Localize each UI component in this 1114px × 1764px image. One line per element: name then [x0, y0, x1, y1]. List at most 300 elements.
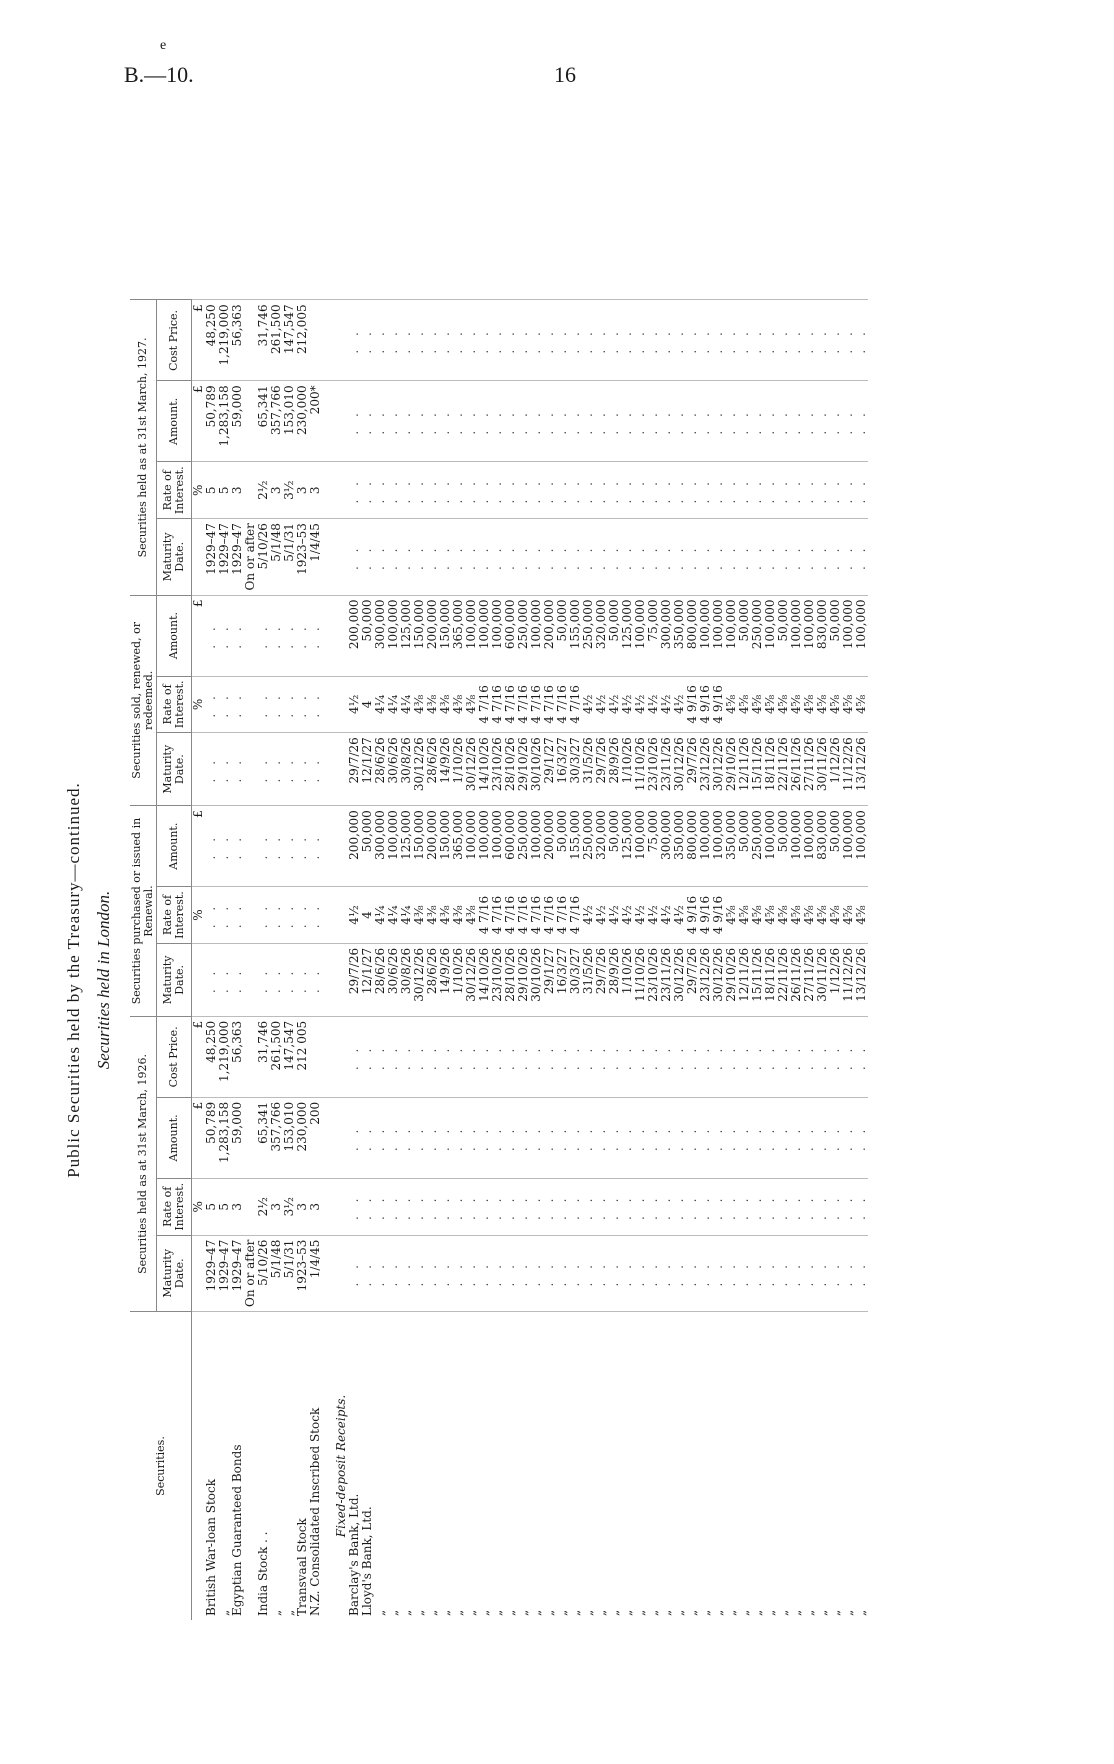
- dots: . .: [582, 519, 595, 595]
- dots: . .: [595, 381, 608, 462]
- purchased-amount: 50,000: [738, 806, 751, 887]
- maturity-1926: 5/1/48: [270, 1235, 283, 1311]
- dots: . .: [634, 462, 647, 519]
- dots: . .: [569, 381, 582, 462]
- cell: [322, 1016, 335, 1097]
- bank-name: „: [777, 1312, 790, 1621]
- dots: . .: [608, 1097, 621, 1178]
- security-name: N.Z. Consolidated Inscribed Stock: [309, 1312, 322, 1621]
- cost-1927: 31,746: [257, 300, 270, 381]
- page-number: 16: [554, 62, 576, 87]
- dots: . .: [829, 1016, 842, 1097]
- purchased-amount: 350,000: [673, 806, 686, 887]
- sold-maturity: 29/1/27: [543, 733, 556, 806]
- unit-pound: £: [192, 1016, 206, 1097]
- dots: . .: [478, 381, 491, 462]
- amount-1927: 153,010: [283, 381, 296, 462]
- cell: [192, 519, 206, 595]
- sold-amount: 250,000: [751, 595, 764, 676]
- dots: . .: [478, 1016, 491, 1097]
- dots: . .: [634, 519, 647, 595]
- rate-1926: 3: [231, 1178, 244, 1235]
- dots: . .: [569, 1235, 582, 1311]
- sold-maturity: 29/10/26: [517, 733, 530, 806]
- sold-rate: 4⅝: [764, 676, 777, 733]
- bank-name: „: [465, 1312, 478, 1621]
- dots: . .: [309, 676, 322, 733]
- dots: . .: [413, 300, 426, 381]
- dots: . .: [452, 462, 465, 519]
- dots: . .: [686, 300, 699, 381]
- dots: . .: [660, 1016, 673, 1097]
- dots: . .: [426, 1016, 439, 1097]
- col-cost: Cost Price.: [157, 300, 192, 381]
- rate-1927: 3½: [283, 462, 296, 519]
- dots: . .: [504, 381, 517, 462]
- purchased-amount: 100,000: [855, 806, 868, 887]
- purchased-amount: 150,000: [413, 806, 426, 887]
- dots: . .: [764, 462, 777, 519]
- dots: . .: [465, 462, 478, 519]
- purchased-amount: 350,000: [725, 806, 738, 887]
- dots: . .: [582, 1235, 595, 1311]
- dots: . .: [543, 1178, 556, 1235]
- dots: . .: [673, 1235, 686, 1311]
- sold-rate: 4⅝: [855, 676, 868, 733]
- bank-name: Barclay's Bank, Ltd.: [348, 1312, 361, 1621]
- purchased-amount: 365,000: [452, 806, 465, 887]
- sold-rate: 4⅝: [803, 676, 816, 733]
- dots: . .: [283, 943, 296, 1016]
- dots: . .: [751, 1016, 764, 1097]
- dots: . .: [426, 519, 439, 595]
- maturity-1927: 1929–47: [231, 519, 244, 595]
- purchased-rate: 4⅝: [803, 887, 816, 944]
- bank-name: „: [400, 1312, 413, 1621]
- dots: . .: [686, 1097, 699, 1178]
- dots: . .: [816, 1235, 829, 1311]
- dots: . .: [829, 1178, 842, 1235]
- dots: . .: [569, 1016, 582, 1097]
- bank-name: „: [387, 1312, 400, 1621]
- sold-amount: 100,000: [387, 595, 400, 676]
- bank-name: „: [699, 1312, 712, 1621]
- purchased-amount: 100,000: [803, 806, 816, 887]
- dots: . .: [673, 519, 686, 595]
- dots: . .: [608, 1178, 621, 1235]
- security-name: Transvaal Stock: [296, 1312, 309, 1621]
- purchased-maturity: 23/11/26: [660, 943, 673, 1016]
- purchased-maturity: 30/12/26: [413, 943, 426, 1016]
- dots: . .: [738, 519, 751, 595]
- dots: . .: [387, 300, 400, 381]
- sold-rate: 4 7/16: [556, 676, 569, 733]
- sold-amount: 155,000: [569, 595, 582, 676]
- dots: . .: [283, 595, 296, 676]
- dots: . .: [816, 1178, 829, 1235]
- dots: . .: [738, 1178, 751, 1235]
- purchased-maturity: 30/8/26: [400, 943, 413, 1016]
- cost-1926: 1,219,000: [218, 1016, 231, 1097]
- sold-maturity: 29/7/26: [348, 733, 361, 806]
- maturity-1927: 1929–47: [205, 519, 218, 595]
- purchased-maturity: 30/12/26: [465, 943, 478, 1016]
- dots: . .: [816, 300, 829, 381]
- sold-rate: 4½: [634, 676, 647, 733]
- col-rate: Rate of Interest.: [157, 462, 192, 519]
- dots: . .: [803, 1016, 816, 1097]
- dots: . .: [699, 462, 712, 519]
- dots: . .: [803, 300, 816, 381]
- dots: . .: [452, 381, 465, 462]
- sold-amount: 125,000: [400, 595, 413, 676]
- sold-amount: 365,000: [452, 595, 465, 676]
- dots: . .: [647, 1016, 660, 1097]
- dots: . .: [361, 1235, 374, 1311]
- dots: . .: [543, 1097, 556, 1178]
- purchased-rate: 4½: [595, 887, 608, 944]
- page-subtitle: Securities held in London.: [94, 890, 113, 1070]
- bank-name: „: [582, 1312, 595, 1621]
- sold-rate: 4½: [647, 676, 660, 733]
- bank-name: „: [569, 1312, 582, 1621]
- dots: . .: [816, 381, 829, 462]
- dots: . .: [595, 1016, 608, 1097]
- sold-maturity: 31/5/26: [582, 733, 595, 806]
- dots: . .: [478, 462, 491, 519]
- rate-1926: 3: [296, 1178, 309, 1235]
- amount-1927: 1,283,158: [218, 381, 231, 462]
- dots: . .: [803, 462, 816, 519]
- dots: . .: [387, 519, 400, 595]
- sold-maturity: 18/11/26: [764, 733, 777, 806]
- dots: . .: [582, 1178, 595, 1235]
- purchased-maturity: 28/9/26: [608, 943, 621, 1016]
- sold-amount: 250,000: [517, 595, 530, 676]
- dots: . .: [790, 300, 803, 381]
- rate-1927: 3: [296, 462, 309, 519]
- dots: . .: [361, 1178, 374, 1235]
- dots: . .: [374, 381, 387, 462]
- purchased-amount: 100,000: [387, 806, 400, 887]
- purchased-maturity: 18/11/26: [764, 943, 777, 1016]
- dots: . .: [699, 300, 712, 381]
- dots: . .: [699, 381, 712, 462]
- page-mark: e: [160, 38, 167, 53]
- dots: . .: [439, 1097, 452, 1178]
- rate-1927: 5: [205, 462, 218, 519]
- amount-1926: 59,000: [231, 1097, 244, 1178]
- purchased-rate: 4⅝: [751, 887, 764, 944]
- dots: . .: [660, 381, 673, 462]
- purchased-amount: 100,000: [478, 806, 491, 887]
- purchased-maturity: 1/10/26: [621, 943, 634, 1016]
- dots: . .: [751, 1178, 764, 1235]
- purchased-maturity: 29/10/26: [725, 943, 738, 1016]
- cost-1927: 56,363: [231, 300, 244, 381]
- dots: . .: [764, 519, 777, 595]
- purchased-maturity: 13/12/26: [855, 943, 868, 1016]
- dots: . .: [283, 887, 296, 944]
- purchased-rate: 4 7/16: [517, 887, 530, 944]
- col-maturity: Maturity Date.: [157, 733, 192, 806]
- dots: . .: [582, 462, 595, 519]
- dots: . .: [491, 300, 504, 381]
- purchased-amount: 50,000: [777, 806, 790, 887]
- dots: . .: [504, 462, 517, 519]
- dots: . .: [348, 1016, 361, 1097]
- security-name: „: [270, 1312, 283, 1621]
- dots: . .: [205, 676, 218, 733]
- purchased-amount: 300,000: [660, 806, 673, 887]
- col-rate: Rate of Interest.: [157, 887, 192, 944]
- dots: . .: [517, 462, 530, 519]
- dots: . .: [296, 733, 309, 806]
- cost-1926: [309, 1016, 322, 1097]
- dots: . .: [439, 1235, 452, 1311]
- dots: . .: [751, 1235, 764, 1311]
- dots: . .: [855, 1178, 868, 1235]
- dots: . .: [374, 1016, 387, 1097]
- sold-maturity: 29/7/26: [595, 733, 608, 806]
- dots: . .: [478, 519, 491, 595]
- purchased-amount: 250,000: [517, 806, 530, 887]
- cell: [322, 806, 335, 887]
- sold-amount: 100,000: [725, 595, 738, 676]
- purchased-rate: 4½: [660, 887, 673, 944]
- col-rate: Rate of Interest.: [157, 676, 192, 733]
- purchased-rate: 4½: [608, 887, 621, 944]
- sold-amount: 100,000: [491, 595, 504, 676]
- dots: . .: [751, 1097, 764, 1178]
- dots: . .: [634, 381, 647, 462]
- group-held-1926: Securities held as at 31st March, 1926.: [130, 1016, 157, 1311]
- dots: . .: [452, 300, 465, 381]
- rate-1926: 3: [270, 1178, 283, 1235]
- dots: . .: [270, 595, 283, 676]
- dots: . .: [673, 1016, 686, 1097]
- purchased-maturity: 14/10/26: [478, 943, 491, 1016]
- bank-name: „: [504, 1312, 517, 1621]
- dots: . .: [530, 381, 543, 462]
- dots: . .: [218, 806, 231, 887]
- maturity-1926: 1923–53: [296, 1235, 309, 1311]
- dots: . .: [374, 1178, 387, 1235]
- sold-amount: 100,000: [842, 595, 855, 676]
- sold-amount: 350,000: [673, 595, 686, 676]
- dots: . .: [842, 462, 855, 519]
- dots: . .: [283, 806, 296, 887]
- purchased-rate: 4⅝: [725, 887, 738, 944]
- purchased-rate: 4⅝: [842, 887, 855, 944]
- rate-1927: 3: [231, 462, 244, 519]
- sold-rate: 4⅜: [413, 676, 426, 733]
- sold-amount: 200,000: [543, 595, 556, 676]
- bank-name: „: [660, 1312, 673, 1621]
- dots: . .: [738, 1235, 751, 1311]
- dots: . .: [478, 1235, 491, 1311]
- purchased-maturity: 30/10/26: [530, 943, 543, 1016]
- cost-1926: 261,500: [270, 1016, 283, 1097]
- rate-1926: 3½: [283, 1178, 296, 1235]
- dots: . .: [621, 1235, 634, 1311]
- dots: . .: [491, 381, 504, 462]
- rate-1927: 2½: [257, 462, 270, 519]
- sold-amount: 320,000: [595, 595, 608, 676]
- dots: . .: [595, 1235, 608, 1311]
- dots: . .: [413, 1178, 426, 1235]
- dots: . .: [374, 300, 387, 381]
- bank-name: „: [751, 1312, 764, 1621]
- dots: . .: [556, 1178, 569, 1235]
- sold-rate: 4 7/16: [504, 676, 517, 733]
- dots: . .: [478, 1097, 491, 1178]
- dots: . .: [348, 1235, 361, 1311]
- dots: . .: [478, 1178, 491, 1235]
- maturity-1927: 1923–53: [296, 519, 309, 595]
- dots: . .: [686, 462, 699, 519]
- unit-pound: £: [192, 1097, 206, 1178]
- sold-amount: 100,000: [699, 595, 712, 676]
- dots: . .: [465, 300, 478, 381]
- sold-amount: 800,000: [686, 595, 699, 676]
- purchased-amount: 320,000: [595, 806, 608, 887]
- dots: . .: [608, 1016, 621, 1097]
- stock-row: [283, 300, 296, 1620]
- purchased-amount: 50,000: [556, 806, 569, 887]
- purchased-rate: 4⅝: [816, 887, 829, 944]
- rate-1927: 3: [309, 462, 322, 519]
- sold-amount: 50,000: [738, 595, 751, 676]
- dots: . .: [517, 1016, 530, 1097]
- sold-amount: 100,000: [530, 595, 543, 676]
- bank-name: „: [621, 1312, 634, 1621]
- sold-rate: 4 9/16: [699, 676, 712, 733]
- dots: . .: [543, 519, 556, 595]
- amount-1927: 50,789: [205, 381, 218, 462]
- dots: . .: [231, 676, 244, 733]
- sold-maturity: 28/6/26: [374, 733, 387, 806]
- maturity-1927: 5/10/26: [257, 519, 270, 595]
- sold-rate: 4⅜: [439, 676, 452, 733]
- purchased-amount: 125,000: [400, 806, 413, 887]
- dots: . .: [257, 676, 270, 733]
- dots: . .: [465, 1016, 478, 1097]
- purchased-maturity: 29/7/26: [595, 943, 608, 1016]
- dots: . .: [569, 1097, 582, 1178]
- cell: [322, 676, 335, 733]
- dots: . .: [647, 519, 660, 595]
- dots: . .: [751, 300, 764, 381]
- dots: . .: [764, 381, 777, 462]
- purchased-maturity: 11/10/26: [634, 943, 647, 1016]
- dots: . .: [855, 1235, 868, 1311]
- dots: . .: [712, 1235, 725, 1311]
- dots: . .: [790, 381, 803, 462]
- sold-maturity: 30/12/26: [673, 733, 686, 806]
- rate-1926: 3: [309, 1178, 322, 1235]
- dots: . .: [439, 1178, 452, 1235]
- dots: . .: [218, 676, 231, 733]
- dots: . .: [712, 519, 725, 595]
- purchased-rate: 4⅝: [829, 887, 842, 944]
- purchased-rate: 4⅝: [855, 887, 868, 944]
- page-code: B.—10.: [124, 62, 194, 87]
- purchased-maturity: 1/12/26: [829, 943, 842, 1016]
- sold-maturity: 26/11/26: [790, 733, 803, 806]
- dots: . .: [374, 462, 387, 519]
- dots: . .: [725, 1178, 738, 1235]
- col-amount: Amount.: [157, 381, 192, 462]
- dots: . .: [517, 381, 530, 462]
- dots: . .: [439, 519, 452, 595]
- rate-1926: 5: [205, 1178, 218, 1235]
- bank-name: „: [738, 1312, 751, 1621]
- dots: . .: [673, 300, 686, 381]
- dots: . .: [400, 381, 413, 462]
- dots: . .: [413, 519, 426, 595]
- sold-amount: 100,000: [634, 595, 647, 676]
- units-row: [192, 300, 206, 1620]
- cell: [322, 595, 335, 676]
- bank-name: „: [725, 1312, 738, 1621]
- sold-maturity: 23/10/26: [647, 733, 660, 806]
- purchased-rate: 4⅜: [452, 887, 465, 944]
- sold-amount: 300,000: [374, 595, 387, 676]
- dots: . .: [426, 1097, 439, 1178]
- sold-rate: 4⅝: [725, 676, 738, 733]
- bank-name: „: [790, 1312, 803, 1621]
- purchased-amount: 250,000: [751, 806, 764, 887]
- bank-name: „: [647, 1312, 660, 1621]
- dots: . .: [608, 519, 621, 595]
- maturity-1926: 1929–47: [205, 1235, 218, 1311]
- bank-name: „: [374, 1312, 387, 1621]
- sold-amount: 100,000: [465, 595, 478, 676]
- dots: . .: [426, 1235, 439, 1311]
- dots: . .: [543, 1016, 556, 1097]
- sold-amount: 200,000: [426, 595, 439, 676]
- dots: . .: [296, 887, 309, 944]
- dots: . .: [296, 676, 309, 733]
- dots: . .: [855, 381, 868, 462]
- purchased-amount: 100,000: [699, 806, 712, 887]
- dots: . .: [218, 595, 231, 676]
- sold-maturity: 28/10/26: [504, 733, 517, 806]
- bank-name: „: [712, 1312, 725, 1621]
- dots: . .: [595, 300, 608, 381]
- sold-rate: 4⅜: [465, 676, 478, 733]
- purchased-amount: 50,000: [361, 806, 374, 887]
- amount-1927: 200*: [309, 381, 322, 462]
- cell: [322, 1097, 335, 1178]
- purchased-rate: 4 9/16: [686, 887, 699, 944]
- dots: . .: [777, 1097, 790, 1178]
- dots: . .: [504, 1097, 517, 1178]
- dots: . .: [842, 300, 855, 381]
- group-purchased: Securities purchased or issued in Renewal.: [130, 806, 157, 1017]
- dots: . .: [842, 1097, 855, 1178]
- purchased-maturity: 23/12/26: [699, 943, 712, 1016]
- sold-maturity: 29/10/26: [725, 733, 738, 806]
- dots: . .: [777, 381, 790, 462]
- sold-rate: 4⅝: [816, 676, 829, 733]
- amount-1927: 357,766: [270, 381, 283, 462]
- stock-row: [218, 300, 231, 1620]
- maturity-1926: 5/10/26: [257, 1235, 270, 1311]
- col-amount: Amount.: [157, 595, 192, 676]
- dots: . .: [374, 1097, 387, 1178]
